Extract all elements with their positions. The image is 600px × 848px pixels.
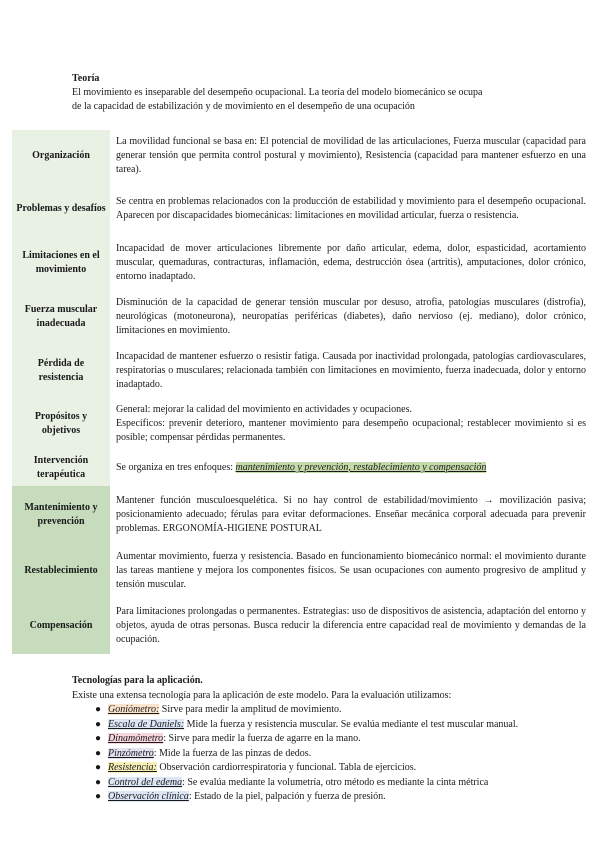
specific-objectives: Específicos: prevenir deterioro, mantener movimiento para desempeño ocupacional; restablecer movimiento si es posible; compensar pérdidas permanentes. — [116, 418, 586, 443]
row-label: Organización — [12, 130, 110, 182]
tool-term: Control del edema — [108, 776, 183, 788]
technologies-title: Tecnologías para la aplicación. — [72, 675, 203, 686]
tool-description: : Sirve para medir la fuerza de agarre en la mano. — [163, 733, 361, 744]
table-row — [12, 450, 590, 486]
row-label: Restablecimiento — [12, 544, 110, 598]
row-description: Aumentar movimiento, fuerza y resistencia. Basado en funcionamiento biomecánico normal: el movimiento durante las tareas mantiene y mejora los componentes físicos. Se usan ocupaciones con aumento progresivo de amplitud y tensión muscular. — [116, 551, 586, 590]
bullet-icon: ● — [95, 791, 102, 802]
bullet-icon: ● — [95, 718, 102, 730]
tool-term: Pinzómetro — [108, 747, 154, 759]
bullet-icon: ● — [95, 747, 102, 759]
bullet-icon: ● — [95, 776, 102, 788]
row-label: Intervención terapéutica — [12, 450, 110, 486]
row-label: Fuerza muscular inadecuada — [12, 290, 110, 344]
theory-text-line-1: El movimiento es inseparable del desempeño ocupacional. La teoría del modelo biomecánico se ocupa — [72, 87, 483, 98]
list-item — [95, 776, 572, 791]
table-row — [12, 290, 590, 344]
row-description: Incapacidad de mantener esfuerzo o resistir fatiga. Causada por inactividad prolongada, patologías cardiovasculares, respiratorias o musculares; relacionada también con limitaciones en movimiento, fuerza inadecuada, dolor y entorno inadaptado. — [116, 351, 586, 390]
table-row — [12, 130, 590, 182]
list-item — [95, 790, 572, 805]
row-description: Se centra en problemas relacionados con la producción de estabilidad y movimiento para el desempeño ocupacional. Aparecen por discapacidades biomecánicas: limitaciones en movilidad articular, fuerza o resistencia. — [116, 196, 586, 221]
list-item — [95, 732, 572, 747]
row-label: Propósitos y objetivos — [12, 398, 110, 450]
list-item — [95, 718, 572, 733]
row-description: Para limitaciones prolongadas o permanentes. Estrategias: uso de dispositivos de asistencia, adaptación del entorno y objetos, ayuda de otras personas. Busca reducir la diferencia entre capacidad real de movimiento y demandas de la ocupación. — [116, 606, 586, 645]
tool-description: Mide la fuerza y resistencia muscular. Se evalúa mediante el test muscular manual. — [184, 718, 519, 730]
bullet-icon: ● — [95, 704, 102, 715]
tool-term: Dinamómetro — [108, 733, 164, 744]
row-description: Disminución de la capacidad de generar tensión muscular por desuso, atrofia, patologías musculares (distrofia), neurológicas (motoneurona), neuropatías periféricas (diabetes), daño nervioso (ej. mediano), dolor crónico, limitaciones en movimiento. — [116, 297, 586, 336]
row-label: Pérdida de resistencia — [12, 344, 110, 398]
table-row — [12, 236, 590, 290]
tool-term: Observación clínica — [108, 791, 189, 802]
table-row — [12, 598, 590, 654]
bullet-icon: ● — [95, 762, 102, 773]
tool-term: Resistencia: — [108, 762, 157, 773]
list-item — [95, 703, 572, 718]
general-objective: General: mejorar la calidad del movimiento en actividades y ocupaciones. — [116, 404, 412, 415]
tool-description: : Mide la fuerza de las pinzas de dedos. — [153, 747, 312, 759]
row-description: Mantener función musculoesquelética. Si no hay control de estabilidad/movimiento → movilización pasiva; posicionamiento adecuado; férulas para evitar deformaciones. Enseñar mecánica corporal adecuada para prevenir problemas. ERGONOMÍA-HIGIENE POSTURAL — [116, 495, 586, 534]
row-label: Compensación — [12, 598, 110, 654]
tool-description: Sirve para medir la amplitud de movimiento. — [159, 704, 342, 715]
table-row — [12, 344, 590, 398]
table-row — [12, 486, 590, 544]
row-label: Mantenimiento y prevención — [12, 486, 110, 544]
table-row — [12, 398, 590, 450]
intervention-prefix: Se organiza en tres enfoques: — [116, 462, 236, 473]
row-description — [110, 450, 590, 486]
theory-text-line-2: de la capacidad de estabilización y de movimiento en el desempeño de una ocupación — [72, 101, 415, 112]
row-label: Limitaciones en el movimiento — [12, 236, 110, 290]
theory-section — [72, 72, 542, 114]
list-item — [95, 747, 572, 762]
row-label: Problemas y desafíos — [12, 182, 110, 236]
theory-title: Teoría — [72, 73, 100, 84]
tool-term: Escala de Daniels: — [108, 718, 185, 730]
technologies-intro: Existe una extensa tecnología para la aplicación de este modelo. Para la evaluación utilizamos: — [72, 689, 452, 701]
evaluation-tools-list — [72, 703, 572, 805]
intervention-approaches-highlight: mantenimiento y prevención, restablecimiento y compensación — [235, 462, 487, 473]
tool-term: Goniómetro: — [108, 704, 160, 715]
list-item — [95, 761, 572, 776]
technologies-section — [72, 674, 572, 805]
table-row — [12, 182, 590, 236]
tool-description: : Se evalúa mediante la volumetría, otro método es mediante la cinta métrica — [182, 776, 489, 788]
biomechanical-model-table — [12, 130, 590, 654]
row-description: Incapacidad de mover articulaciones libremente por daño articular, edema, dolor, espasticidad, acortamiento muscular, quemaduras, contracturas, inflamación, edema, destrucción ósea (artritis), amputaciones, dolor crónico, entorno inadaptado. — [116, 243, 586, 282]
tool-description: Observación cardiorrespiratoria y funcional. Tabla de ejercicios. — [156, 762, 417, 773]
row-description — [110, 398, 590, 450]
bullet-icon: ● — [95, 733, 102, 744]
row-description: La movilidad funcional se basa en: El potencial de movilidad de las articulaciones, Fuerza muscular (capacidad para generar tensión que permita control postural y movimiento), Resistencia (capacidad para mantener esfuerzo en una tarea). — [116, 136, 586, 175]
table-row — [12, 544, 590, 598]
tool-description: : Estado de la piel, palpación y fuerza de presión. — [188, 791, 386, 802]
